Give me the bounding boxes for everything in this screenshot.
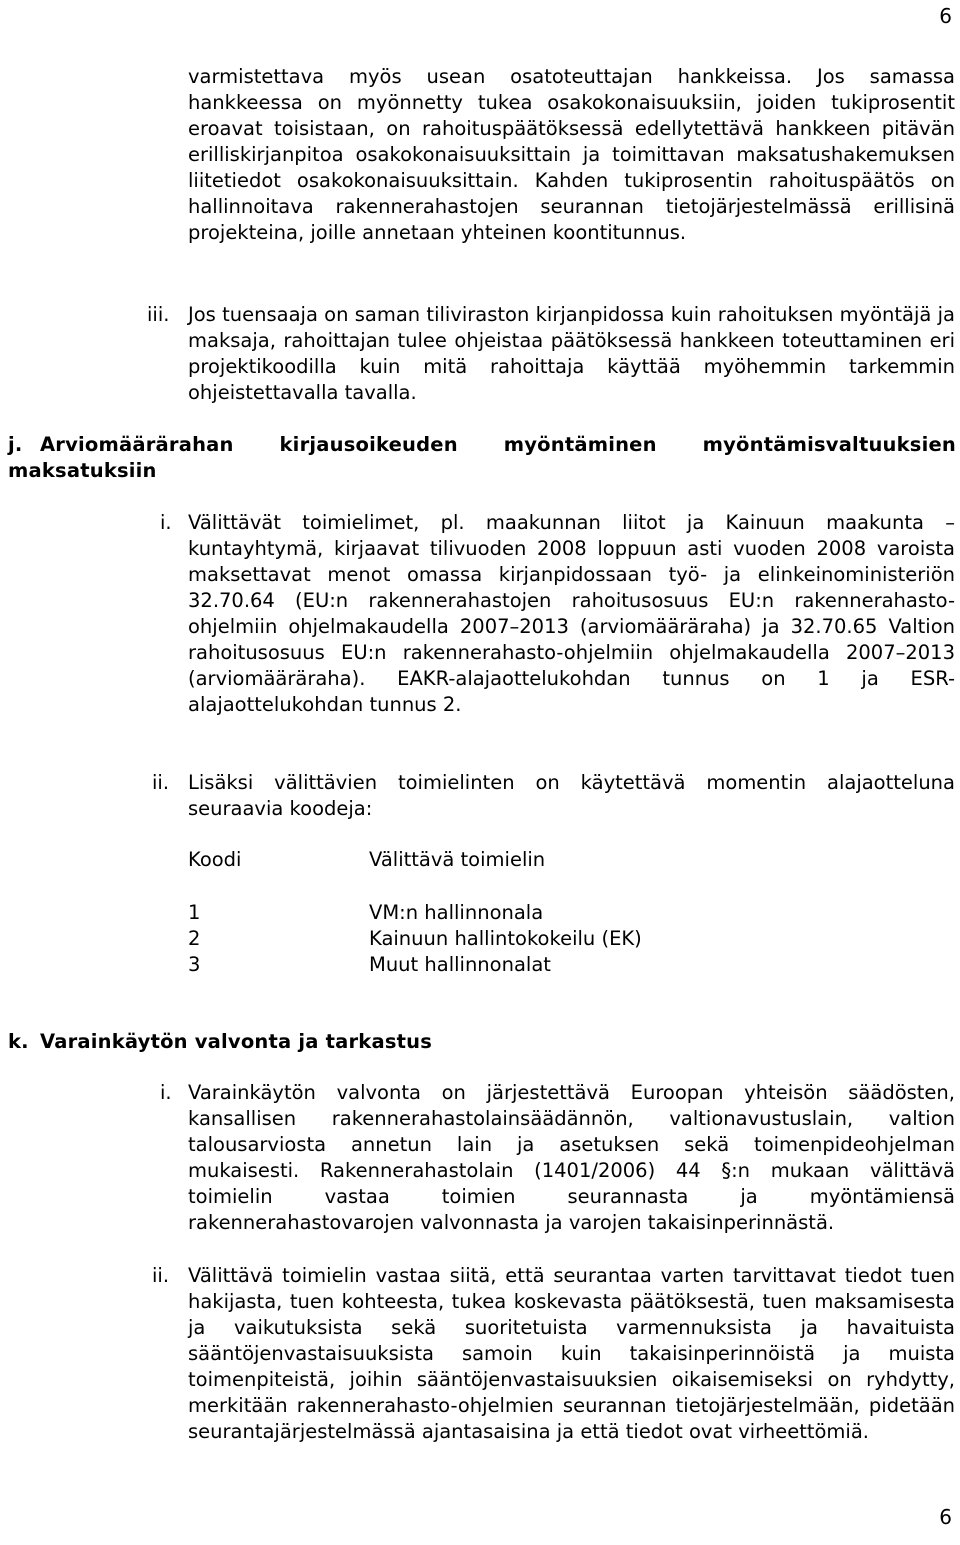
organ-column-header: Välittävä toimielin bbox=[369, 848, 546, 871]
paragraph-text: Lisäksi välittävien toimielinten on käytettävä momentin alajaotteluna seuraavia koodeja: bbox=[188, 771, 955, 820]
item-marker-ii: ii. bbox=[152, 771, 170, 794]
page-number-top: 6 bbox=[939, 4, 952, 28]
table-row bbox=[188, 926, 788, 952]
section-k-item-ii bbox=[188, 1263, 955, 1445]
section-title: Arviomäärärahan kirjausoikeuden myöntäminen myöntämisvaltuuksien maksatuksiin bbox=[8, 433, 956, 482]
section-j-heading bbox=[8, 432, 956, 484]
organ-cell: Kainuun hallintokokeilu (EK) bbox=[369, 927, 642, 950]
section-j-item-ii bbox=[188, 770, 955, 822]
code-table bbox=[188, 847, 788, 873]
item-iii-paragraph bbox=[188, 302, 955, 406]
item-marker-iii: iii. bbox=[147, 303, 170, 326]
paragraph-text: Varainkäytön valvonta on järjestettävä Euroopan yhteisön säädösten, kansallisen rakennerahastolainsäädännön, valtionavustuslain, valtion talousarviosta annetun lain ja asetuksen sekä toimenpideohjelman mukaisesti. Rakennerahastolain (1401/2006) 44 §:n mukaan välittävä toimielin vastaa toimien seurannasta ja myöntämiensä rakennerahastovarojen valvonnasta ja varojen takaisinperinnästä. bbox=[188, 1081, 955, 1234]
code-cell: 1 bbox=[188, 901, 201, 924]
page-number-bottom: 6 bbox=[939, 1505, 952, 1529]
code-column-header: Koodi bbox=[188, 848, 242, 871]
organ-cell: VM:n hallinnonala bbox=[369, 901, 544, 924]
paragraph-text: Välittävät toimielimet, pl. maakunnan liitot ja Kainuun maakunta – kuntayhtymä, kirjaavat tilivuoden 2008 loppuun asti vuoden 2008 varoista maksettavat menot omassa kirjanpidossaan työ- ja elinkeinoministeriön 32.70.64 (EU:n rakennerahastojen rahoitusosuus EU:n rakennerahasto-ohjelmiin ohjelmakaudella 2007–2013 (arviomääräraha) ja 32.70.65 Valtion rahoitusosuus EU:n rakennerahasto-ohjelmiin ohjelmakaudella 2007–2013 (arviomääräraha). EAKR-alajaottelukohdan tunnus on 1 ja ESR-alajaottelukohdan tunnus 2. bbox=[188, 511, 955, 716]
section-letter: k. bbox=[8, 1030, 29, 1053]
code-table-body bbox=[188, 900, 788, 978]
section-letter: j. bbox=[8, 433, 23, 456]
item-marker-i: i. bbox=[160, 511, 172, 534]
table-row bbox=[188, 900, 788, 926]
code-cell: 2 bbox=[188, 927, 201, 950]
section-k-heading bbox=[8, 1029, 956, 1055]
continuation-paragraph bbox=[188, 64, 955, 246]
section-k-item-i bbox=[188, 1080, 955, 1236]
item-marker-ii: ii. bbox=[152, 1264, 170, 1287]
section-title: Varainkäytön valvonta ja tarkastus bbox=[40, 1030, 433, 1053]
code-cell: 3 bbox=[188, 953, 201, 976]
item-marker-i: i. bbox=[160, 1081, 172, 1104]
paragraph-text: Välittävä toimielin vastaa siitä, että seurantaa varten tarvittavat tiedot tuen hakijasta, tuen kohteesta, tukea koskevasta päätöksestä, tuen maksamisesta ja vaikutuksista sekä suoritetuista varmennuksista ja havaituista sääntöjenvastaisuuksista samoin kuin takaisinperinnöistä ja muista toimenpiteistä, joihin sääntöjenvastaisuuksien oikaisemiseksi on ryhdytty, merkitään rakennerahasto-ohjelmien seurannan tietojärjestelmään, pidetään seurantajärjestelmässä ajantasaisina ja että tiedot ovat virheettömiä. bbox=[188, 1264, 955, 1443]
paragraph-text: varmistettava myös usean osatoteuttajan hankkeissa. Jos samassa hankkeessa on myönnetty tukea osakokonaisuuksiin, joiden tukiprosentit eroavat toisistaan, on rahoituspäätöksessä edellytettävä hankkeen pitävän erilliskirjanpitoa osakokonaisuuksittain ja toimittavan maksatushakemuksen liitetiedot osakokonaisuuksittain. Kahden tukiprosentin rahoituspäätös on hallinnoitava rakennerahastojen seurannan tietojärjestelmässä erillisinä projekteina, joille annetaan yhteinen koontitunnus. bbox=[188, 65, 955, 244]
paragraph-text: Jos tuensaaja on saman tiliviraston kirjanpidossa kuin rahoituksen myöntäjä ja maksaja, rahoittajan tulee ohjeistaa päätöksessä hankkeen toteuttaminen eri projektikoodilla kuin mitä rahoittaja käyttää myöhemmin tarkemmin ohjeistettavalla tavalla. bbox=[188, 303, 955, 404]
organ-cell: Muut hallinnonalat bbox=[369, 953, 551, 976]
section-j-item-i bbox=[188, 510, 955, 718]
table-row bbox=[188, 952, 788, 978]
code-table-header bbox=[188, 847, 788, 873]
